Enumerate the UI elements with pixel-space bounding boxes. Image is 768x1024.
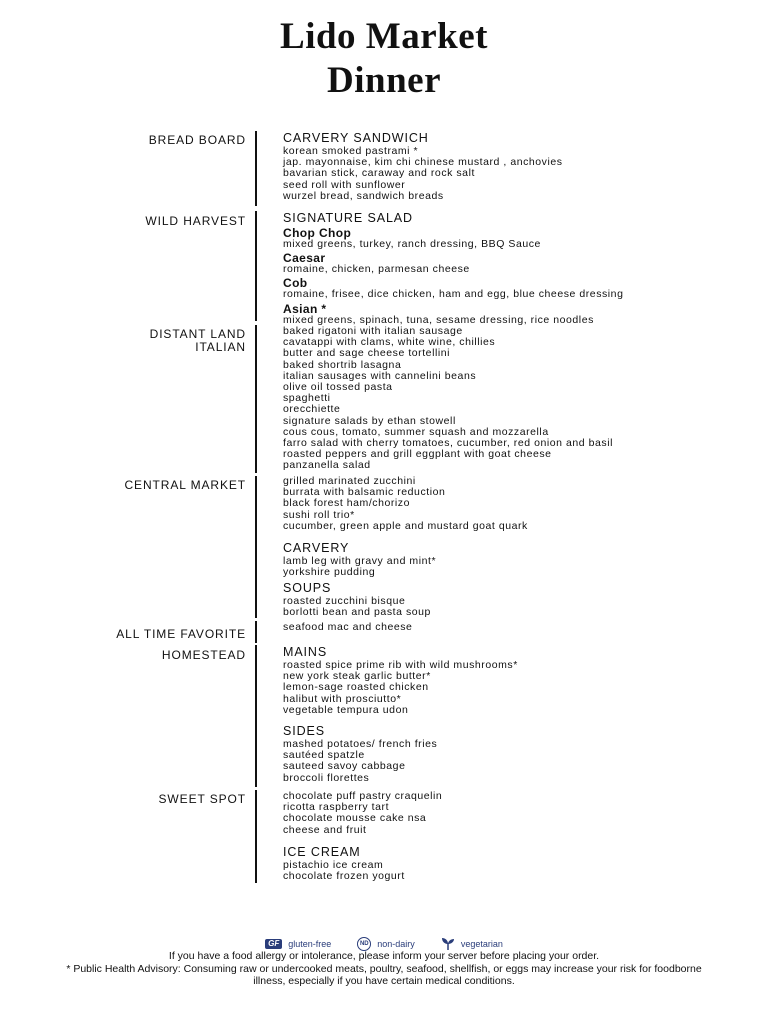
- sides-block: [283, 725, 753, 784]
- legend-non-dairy-label: non-dairy: [377, 939, 415, 949]
- legend-vegetarian: [441, 937, 503, 951]
- ice-cream-heading: ICE CREAM: [283, 845, 361, 859]
- list-item: chocolate puff pastry craquelin: [283, 790, 443, 802]
- category-central-market: CENTRAL MARKET: [124, 478, 246, 492]
- list-item: panzanella salad: [283, 459, 371, 472]
- list-item: wurzel bread, sandwich breads: [283, 189, 444, 202]
- sides-heading: SIDES: [283, 724, 326, 738]
- divider-sweet-spot: [255, 790, 257, 883]
- list-item: lemon-sage roasted chicken: [283, 681, 429, 694]
- list-item: korean smoked pastrami *: [283, 145, 419, 157]
- category-italian: ITALIAN: [195, 340, 246, 354]
- list-item: bavarian stick, caraway and rock salt: [283, 167, 475, 180]
- salad-description: mixed greens, turkey, ranch dressing, BBQ Sauce: [283, 238, 541, 250]
- salad-name-asian: Asian *: [283, 301, 327, 316]
- footer-notice: [60, 950, 708, 988]
- soups-block: [283, 582, 753, 618]
- list-item: farro salad with cherry tomatoes, cucumber, red onion and basil: [283, 437, 613, 450]
- list-item: cucumber, green apple and mustard goat quark: [283, 519, 528, 532]
- list-item: borlotti bean and pasta soup: [283, 606, 431, 619]
- list-item: chocolate frozen yogurt: [283, 870, 405, 883]
- mains-heading: MAINS: [283, 645, 328, 659]
- list-item: butter and sage cheese tortellini: [283, 347, 450, 360]
- list-item: new york steak garlic butter*: [283, 670, 431, 683]
- menu-title-line-2: Dinner: [327, 60, 441, 101]
- list-item: sautéed spatzle: [283, 749, 365, 762]
- list-item: signature salads by ethan stowell: [283, 414, 456, 427]
- salad-name-chop-chop: Chop Chop: [283, 226, 352, 240]
- italian-block: [283, 326, 753, 472]
- divider-italian: [255, 325, 257, 473]
- list-item: halibut with prosciutto*: [283, 692, 402, 705]
- dietary-legend: [0, 937, 768, 951]
- salad-name-cob: Cob: [283, 276, 308, 291]
- allergy-notice: If you have a food allergy or intolerance, please inform your server before placing your order.: [168, 950, 600, 962]
- list-item: black forest ham/chorizo: [283, 497, 410, 510]
- salad-description: mixed greens, spinach, tuna, sesame dressing, rice noodles: [283, 313, 594, 326]
- legend-non-dairy: [357, 937, 415, 951]
- vegetarian-leaf-icon: [441, 937, 455, 951]
- all-time-favorite-block: [283, 622, 753, 633]
- list-item: sushi roll trio*: [283, 508, 355, 521]
- ice-cream-block: [283, 846, 753, 882]
- public-health-advisory: * Public Health Advisory: Consuming raw or undercooked meats, poultry, seafood, shellfish, or eggs may increase your risk for foodborne illness, especially if you have certain medical conditions.: [66, 962, 702, 988]
- legend-gluten-free: [265, 937, 331, 951]
- list-item: jap. mayonnaise, kim chi chinese mustard , anchovies: [283, 156, 563, 169]
- list-item: cavatappi with clams, white wine, chillies: [283, 336, 496, 349]
- list-item: baked rigatoni with italian sausage: [283, 325, 463, 337]
- legend-gluten-free-label: gluten-free: [288, 939, 332, 949]
- carvery-sandwich-block: [283, 132, 753, 202]
- list-item: roasted peppers and grill eggplant with goat cheese: [283, 448, 552, 461]
- list-item: ricotta raspberry tart: [283, 801, 390, 814]
- list-item: sauteed savoy cabbage: [283, 760, 406, 773]
- category-bread-board: BREAD BOARD: [148, 133, 246, 147]
- list-item: grilled marinated zucchini: [283, 475, 416, 487]
- carvery-heading: CARVERY: [283, 541, 350, 555]
- list-item: roasted zucchini bisque: [283, 595, 406, 607]
- sweet-spot-block: [283, 791, 753, 836]
- category-homestead: HOMESTEAD: [161, 648, 246, 662]
- list-item: orecchiette: [283, 403, 341, 416]
- list-item: broccoli florettes: [283, 771, 370, 784]
- salad-description: romaine, chicken, parmesan cheese: [283, 263, 470, 276]
- category-sweet-spot: SWEET SPOT: [158, 792, 246, 806]
- list-item: italian sausages with cannelini beans: [283, 369, 477, 382]
- list-item: mashed potatoes/ french fries: [283, 738, 438, 750]
- list-item: burrata with balsamic reduction: [283, 486, 446, 499]
- list-item: vegetable tempura udon: [283, 703, 409, 716]
- gluten-free-icon: GF: [265, 939, 282, 949]
- divider-central-market: [255, 476, 257, 618]
- signature-salad-heading: SIGNATURE SALAD: [283, 211, 413, 225]
- list-item: pistachio ice cream: [283, 859, 384, 871]
- list-item: baked shortrib lasagna: [283, 358, 402, 371]
- divider-all-time-favorite: [255, 621, 257, 643]
- mains-block: [283, 646, 753, 716]
- menu-title-line-1: Lido Market: [280, 16, 488, 57]
- divider-wild-harvest: [255, 211, 257, 321]
- divider-bread-board: [255, 131, 257, 206]
- list-item: seafood mac and cheese: [283, 621, 413, 633]
- category-all-time-favorite: ALL TIME FAVORITE: [116, 627, 246, 641]
- list-item: chocolate mousse cake nsa: [283, 812, 427, 825]
- soups-heading: SOUPS: [283, 581, 332, 595]
- legend-vegetarian-label: vegetarian: [460, 939, 503, 949]
- list-item: cous cous, tomato, summer squash and mozzarella: [283, 425, 549, 438]
- list-item: lamb leg with gravy and mint*: [283, 555, 437, 567]
- central-market-block: [283, 476, 753, 532]
- list-item: seed roll with sunflower: [283, 178, 406, 191]
- list-item: cheese and fruit: [283, 823, 367, 836]
- category-distant-land: DISTANT LAND: [149, 327, 246, 341]
- carvery-block: [283, 542, 753, 578]
- non-dairy-icon: ND: [357, 937, 371, 951]
- list-item: yorkshire pudding: [283, 566, 376, 579]
- divider-homestead: [255, 645, 257, 787]
- list-item: olive oil tossed pasta: [283, 381, 393, 394]
- list-item: roasted spice prime rib with wild mushrooms*: [283, 659, 518, 671]
- salad-description: romaine, frisee, dice chicken, ham and egg, blue cheese dressing: [283, 288, 624, 301]
- salad-name-caesar: Caesar: [283, 251, 326, 266]
- carvery-sandwich-heading: CARVERY SANDWICH: [283, 131, 429, 145]
- signature-salad-block: [283, 212, 753, 326]
- list-item: spaghetti: [283, 392, 331, 405]
- category-wild-harvest: WILD HARVEST: [145, 214, 246, 228]
